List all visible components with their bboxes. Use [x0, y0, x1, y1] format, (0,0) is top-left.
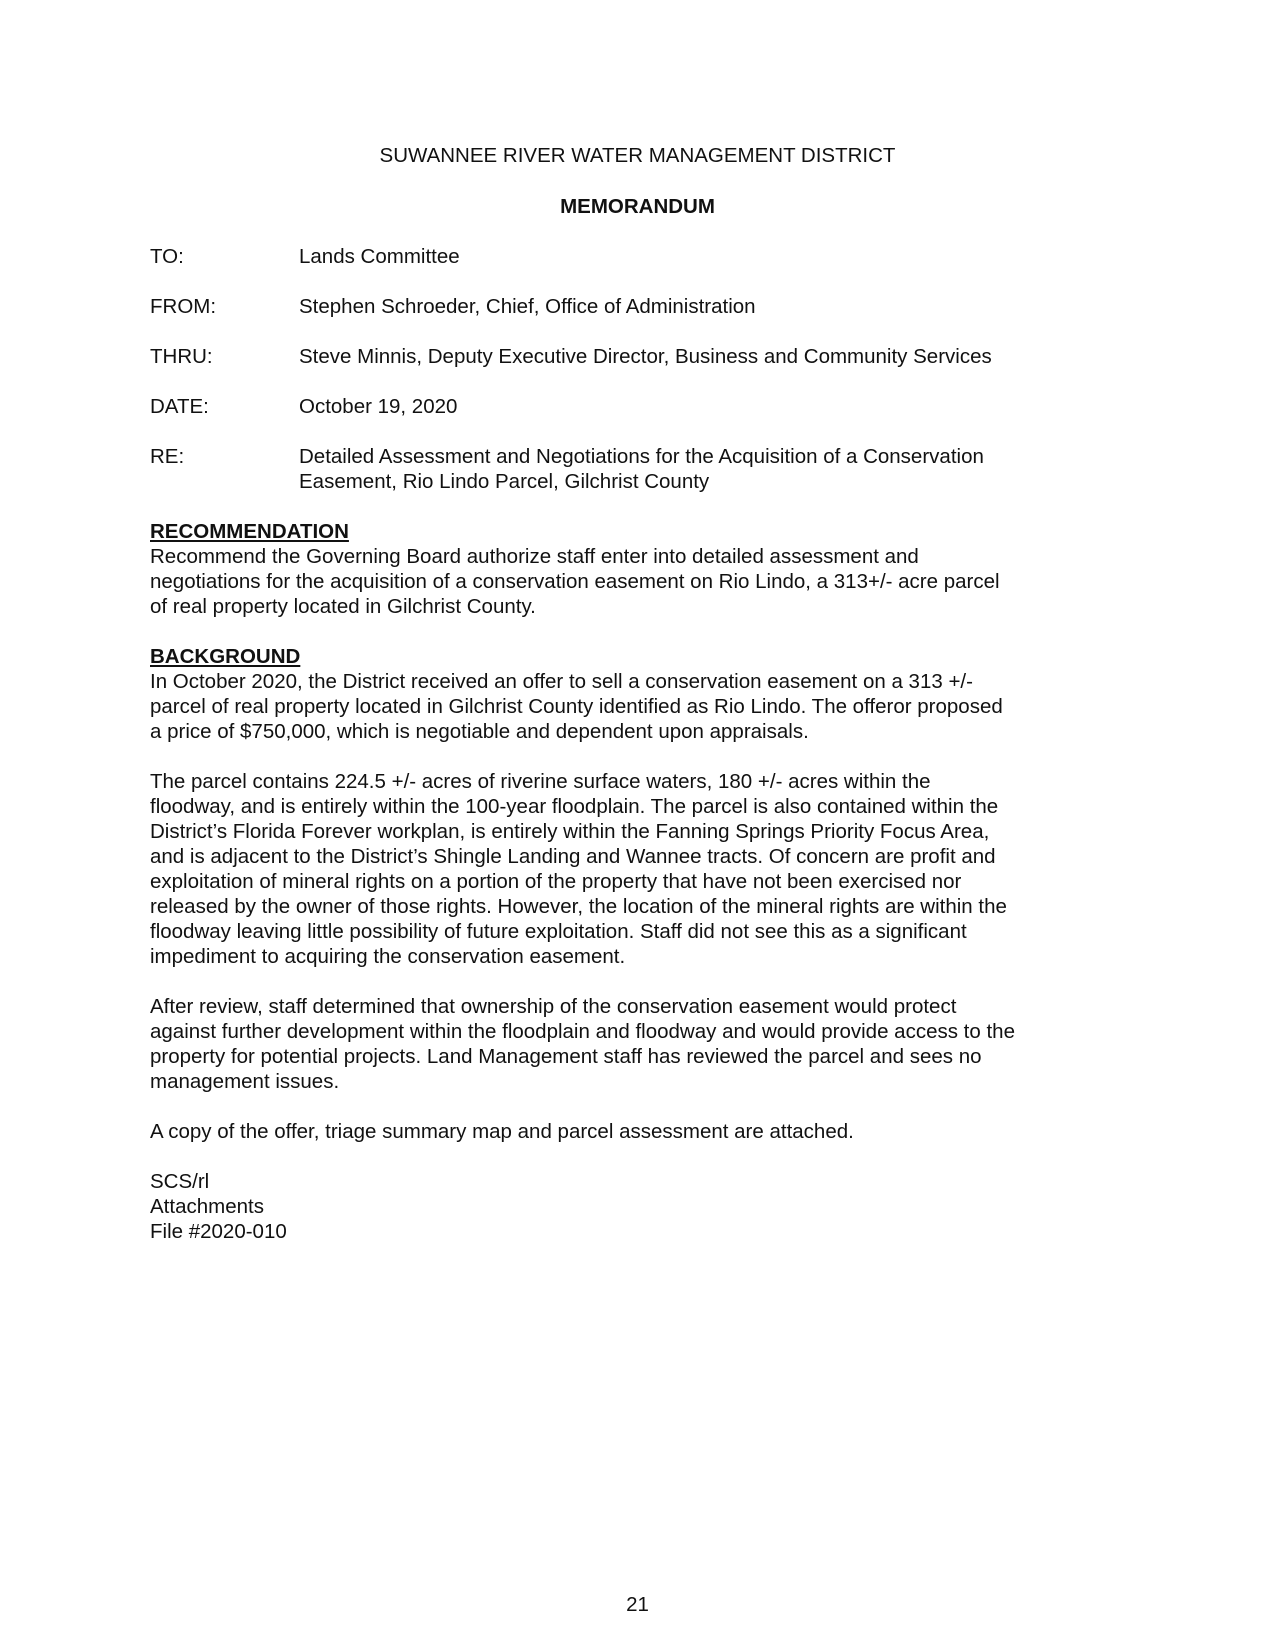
text-line: In October 2020, the District received an offer to sell a conservation easement on a 313 +/- — [150, 670, 973, 693]
recommendation-section — [150, 519, 1130, 619]
text-line: property for potential projects. Land Management staff has reviewed the parcel and sees no — [150, 1045, 982, 1068]
recommendation-paragraph — [150, 544, 1130, 619]
initials: SCS/rl — [150, 1170, 210, 1193]
text-line: a price of $750,000, which is negotiable and dependent upon appraisals. — [150, 720, 809, 743]
text-line: floodway leaving little possibility of future exploitation. Staff did not see this as a significant — [150, 920, 967, 943]
text-line: District’s Florida Forever workplan, is entirely within the Fanning Springs Priority Focus Area, — [150, 820, 990, 843]
organization-name: SUWANNEE RIVER WATER MANAGEMENT DISTRICT — [379, 144, 896, 167]
thru-label: THRU: — [150, 345, 213, 368]
background-paragraph-1 — [150, 669, 1130, 744]
re-value — [299, 444, 1239, 494]
text-line: impediment to acquiring the conservation easement. — [150, 945, 626, 968]
from-value: Stephen Schroeder, Chief, Office of Administration — [299, 295, 756, 318]
text-line: exploitation of mineral rights on a portion of the property that have not been exercised nor — [150, 870, 962, 893]
text-line: floodway, and is entirely within the 100-year floodplain. The parcel is also contained within the — [150, 795, 999, 818]
date-label: DATE: — [150, 395, 209, 418]
text-line: The parcel contains 224.5 +/- acres of riverine surface waters, 180 +/- acres within the — [150, 770, 931, 793]
text-line: A copy of the offer, triage summary map and parcel assessment are attached. — [150, 1120, 854, 1143]
background-heading: BACKGROUND — [150, 645, 301, 668]
background-paragraph-4 — [150, 1119, 1130, 1144]
re-value-line: Detailed Assessment and Negotiations for the Acquisition of a Conservation — [299, 445, 984, 468]
text-line: against further development within the floodplain and floodway and would provide access to the — [150, 1020, 1015, 1043]
re-value-line: Easement, Rio Lindo Parcel, Gilchrist County — [299, 470, 710, 493]
date-value: October 19, 2020 — [299, 395, 458, 418]
text-line: negotiations for the acquisition of a conservation easement on Rio Lindo, a 313+/- acre parcel — [150, 570, 1000, 593]
background-section — [150, 644, 1130, 744]
page-number: 21 — [626, 1593, 649, 1616]
to-label: TO: — [150, 245, 184, 268]
memo-title: MEMORANDUM — [560, 195, 715, 218]
from-label: FROM: — [150, 295, 217, 318]
text-line: parcel of real property located in Gilchrist County identified as Rio Lindo. The offeror proposed — [150, 695, 1003, 718]
thru-value: Steve Minnis, Deputy Executive Director, Business and Community Services — [299, 345, 992, 368]
text-line: After review, staff determined that ownership of the conservation easement would protect — [150, 995, 957, 1018]
to-value: Lands Committee — [299, 245, 460, 268]
text-line: management issues. — [150, 1070, 340, 1093]
file-number: File #2020-010 — [150, 1220, 287, 1243]
text-line: and is adjacent to the District’s Shingle Landing and Wannee tracts. Of concern are profit and — [150, 845, 996, 868]
text-line: Recommend the Governing Board authorize staff enter into detailed assessment and — [150, 545, 919, 568]
text-line: of real property located in Gilchrist County. — [150, 595, 536, 618]
recommendation-heading: RECOMMENDATION — [150, 520, 349, 543]
memo-footer — [150, 1169, 287, 1244]
background-paragraph-3 — [150, 994, 1130, 1094]
re-label: RE: — [150, 445, 185, 468]
text-line: released by the owner of those rights. However, the location of the mineral rights are within the — [150, 895, 1007, 918]
attachments-note: Attachments — [150, 1195, 264, 1218]
background-paragraph-2 — [150, 769, 1130, 969]
